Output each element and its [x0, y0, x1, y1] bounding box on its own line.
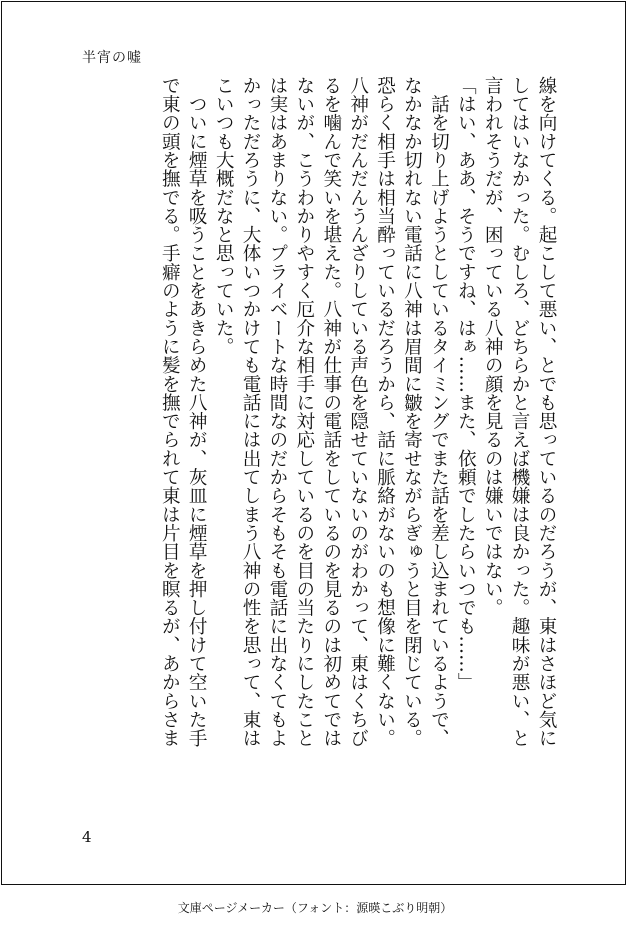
body-text — [75, 76, 559, 792]
text-line: 話を切り上げようとしているタイミングでまた話を差し込まれているようで、 — [428, 76, 450, 748]
text-line: ないが、こうわかりやすく厄介な相手に対応しているのを目の当たりにしたこと — [293, 76, 315, 748]
text-line: なかなか切れない電話に八神は眉間に皺を寄せながらぎゅうと目を閉じている。 — [401, 76, 423, 748]
page-number: 4 — [82, 828, 92, 846]
text-line: 「はい、ああ、そうですね、はぁ……また、依頼でしたらいつでも……」 — [455, 76, 477, 692]
text-line: 恐らく相手は相当酔っているだろうから、話に脈絡がないのも想像に難くない。 — [374, 76, 396, 748]
text-line: ついに煙草を吸うことをあきらめた八神が、灰皿に煙草を押し付けて空いた手 — [186, 76, 208, 748]
text-line: かっただろうに、大体いつかけても電話には出てしまう八神の性を思って、東は — [240, 76, 262, 748]
text-line: してはいなかった。むしろ、どちらかと言えば機嫌は良かった。趣味が悪い、と — [509, 76, 531, 748]
text-line: 言われそうだが、困っている八神の顔を見るのは嫌いではない。 — [482, 76, 504, 617]
text-line: るを噛んで笑いを堪えた。八神が仕事の電話をしているのを見るのは初めてでは — [320, 76, 342, 748]
text-line: 線を向けてくる。起こして悪い、とでも思っているのだろうが、東はさほど気に — [536, 76, 557, 748]
page-frame — [1, 1, 626, 885]
text-line: 八神がだんだんうんざりしている声色を隠せていないのがわかって、東はくちび — [347, 76, 369, 748]
text-line: は実はあまりない。プライベートな時間なのだからそもそも電話に出なくてもよ — [266, 76, 288, 748]
text-line: で東の頭を撫でる。手癖のように髪を撫でられて東は片目を瞑るが、あからさま — [159, 76, 181, 748]
text-line: こいつも大概だなと思っていた。 — [213, 76, 235, 356]
footer-credit: 文庫ページメーカー（フォント：源暎こぶり明朝） — [177, 901, 453, 915]
running-head-title: 半宵の嘘 — [82, 50, 142, 66]
